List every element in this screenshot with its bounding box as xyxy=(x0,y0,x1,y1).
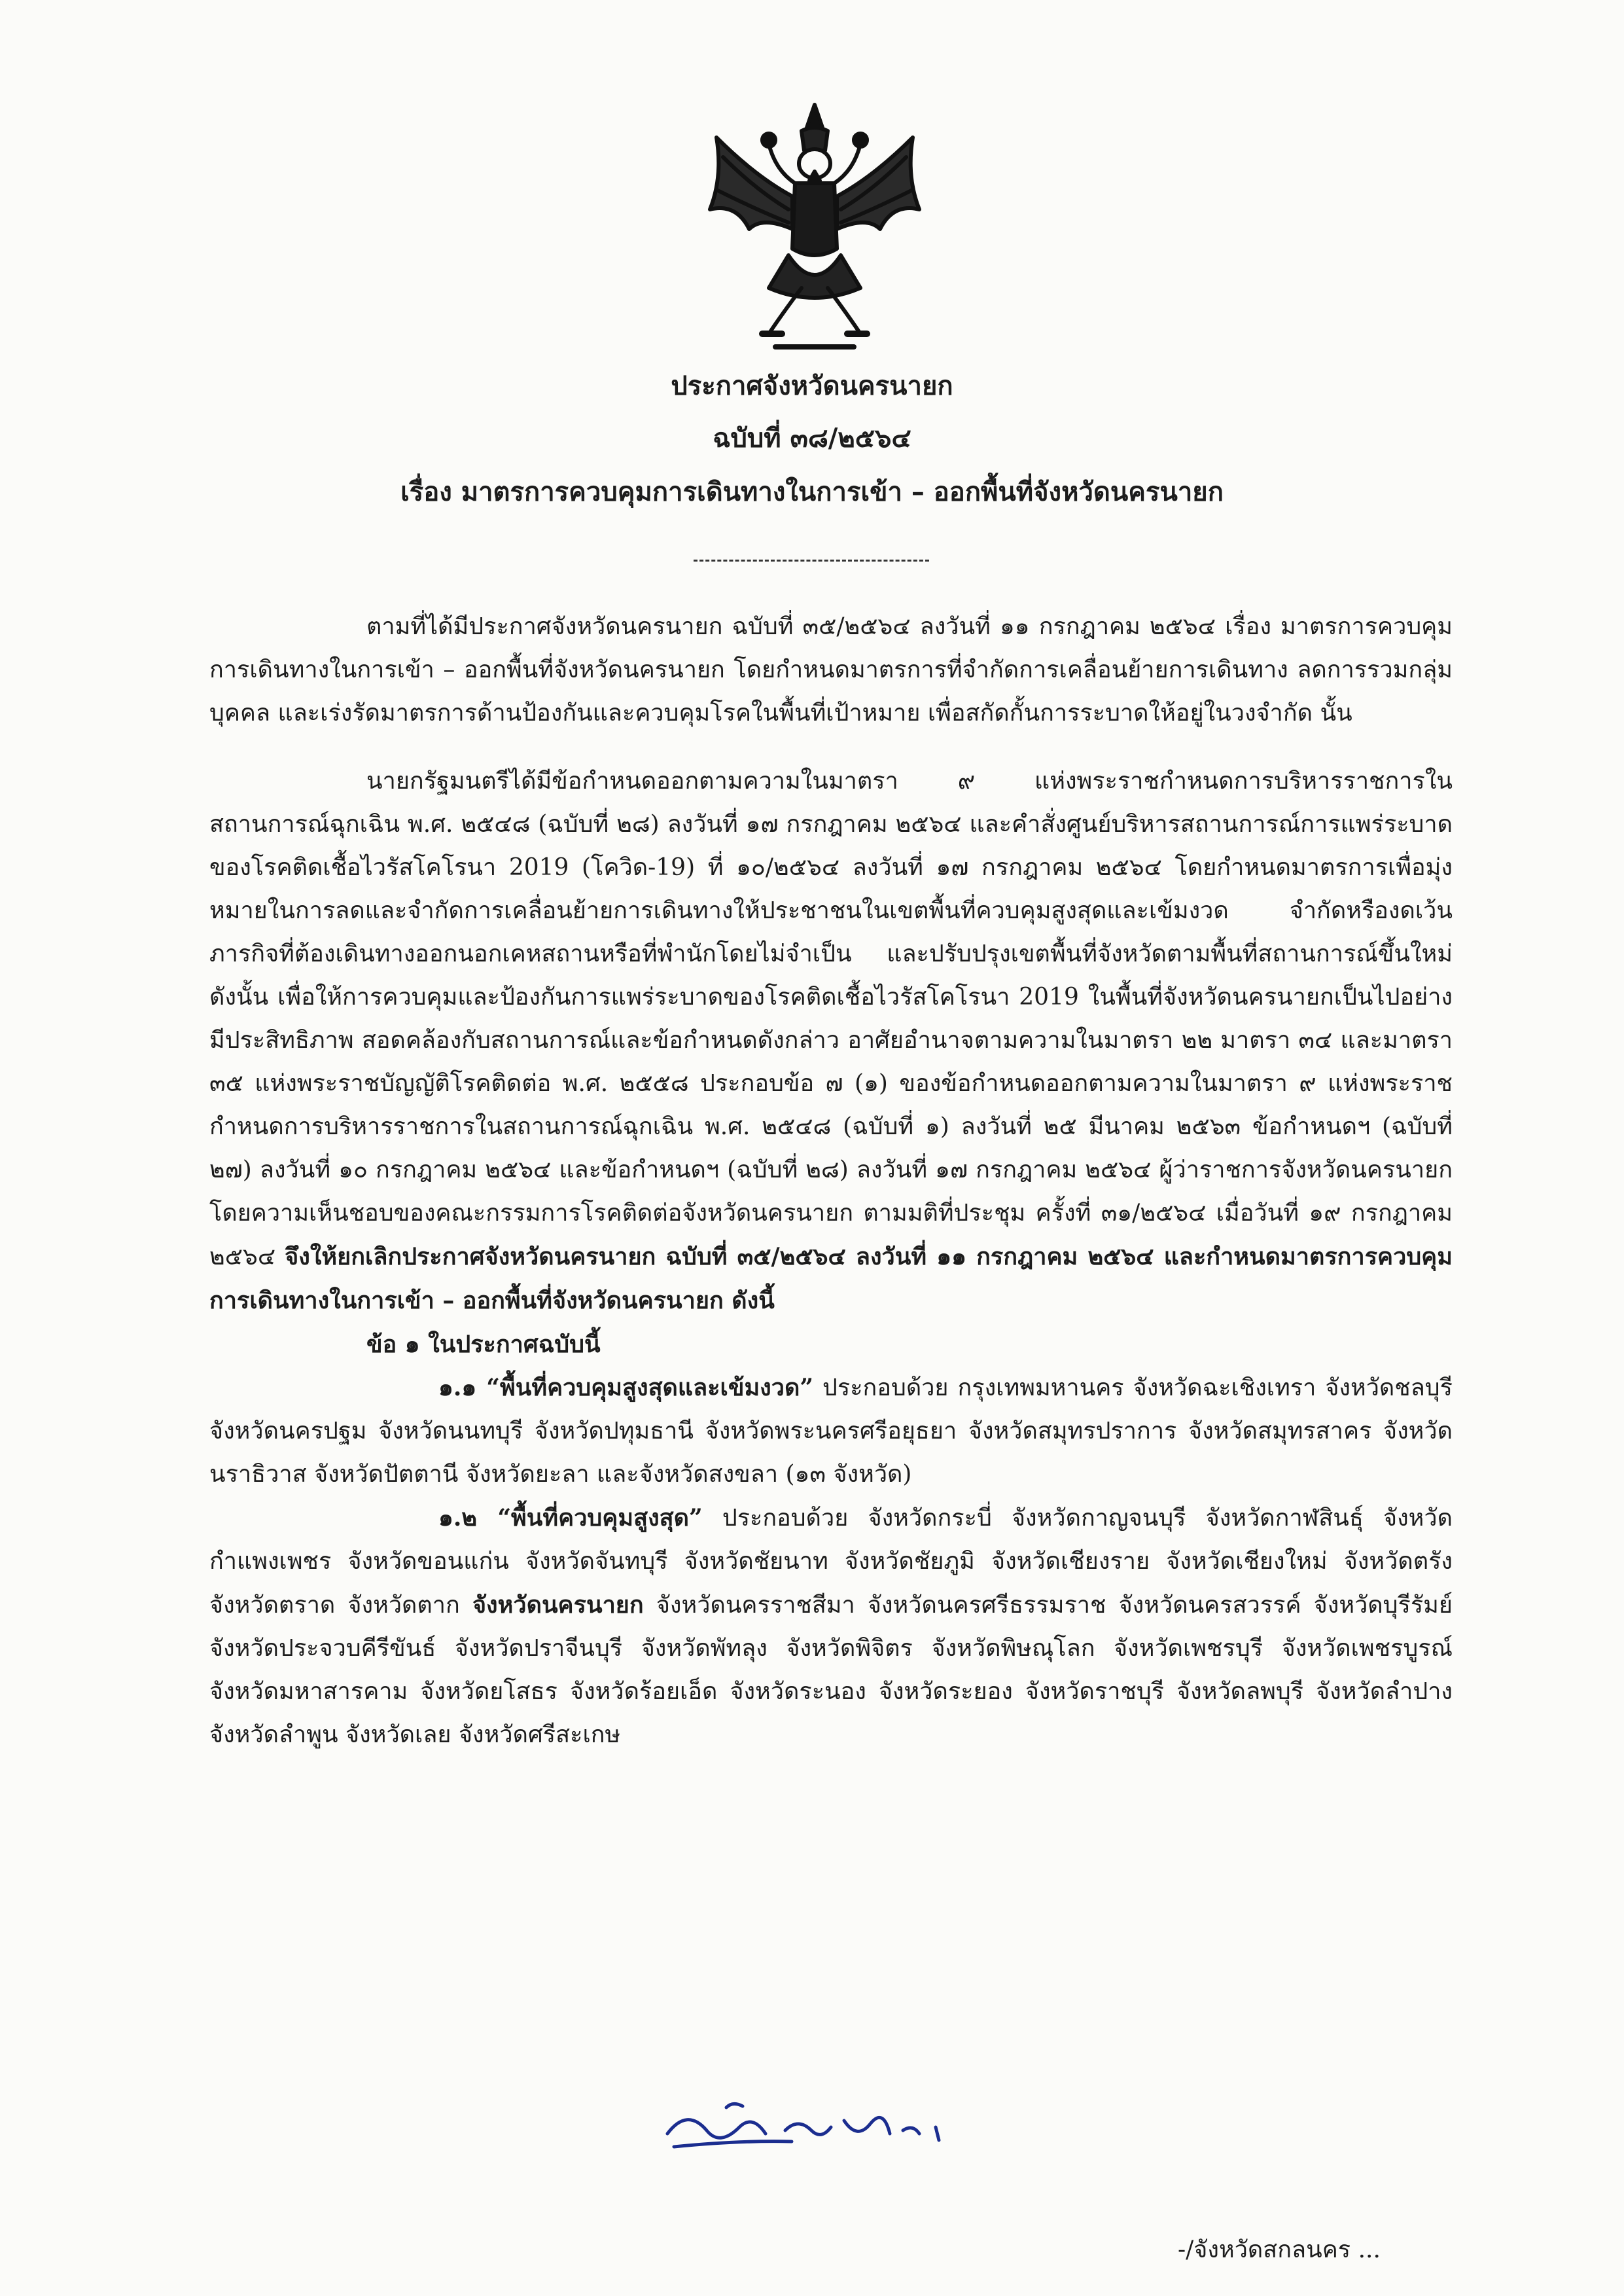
body-text xyxy=(209,605,1453,1757)
clause-1-2-label: ๑.๒ “พื้นที่ควบคุมสูงสุด” xyxy=(438,1504,703,1532)
clause-1-2-text-b: จังหวัดนครราชสีมา จังหวัดนครศรีธรรมราช จังหวัดนครสวรรค์ จังหวัดบุรีรัมย์ จังหวัดประจวบคีรีขันธ์ จังหวัดปราจีนบุรี จังหวัดพัทลุง จังหวัดพิจิตร จังหวัดพิษณุโลก จังหวัดเพชรบุรี จังหวัดเพชรบูรณ์ จังหวัดมหาสารคาม จังหวัดยโสธร จังหวัดร้อยเอ็ด จังหวัดระนอง จังหวัดระยอง จังหวัดราชบุรี จังหวัดลพบุรี จังหวัดลำปาง จังหวัดลำพูน จังหวัดเลย จังหวัดศรีสะเกษ xyxy=(209,1592,1453,1748)
divider xyxy=(694,560,929,562)
clause-1-2 xyxy=(209,1496,1453,1757)
garuda-emblem-icon xyxy=(697,98,932,360)
signature-initials xyxy=(661,2094,975,2166)
issue-number: ฉบับที่ ๓๘/๒๕๖๔ xyxy=(713,423,911,454)
continuation-note: -/จังหวัดสกลนคร ... xyxy=(1178,2236,1381,2263)
paragraph-2 xyxy=(209,760,1453,1323)
paragraph-2-bold: จึงให้ยกเลิกประกาศจังหวัดนครนายก ฉบับที่ ๓๕/๒๕๖๔ ลงวันที่ ๑๑ กรกฎาคม ๒๕๖๔ และกำหนดมาตรการควบคุมการเดินทางในการเข้า – ออกพื้นที่จังหวัดนครนายก ดังนี้ xyxy=(209,1243,1453,1314)
clause-1-1-label: ๑.๑ “พื้นที่ควบคุมสูงสุดและเข้มงวด” xyxy=(438,1374,814,1401)
paragraph-2-text: นายกรัฐมนตรีได้มีข้อกำหนดออกตามความในมาตรา ๙ แห่งพระราชกำหนดการบริหารราชการในสถานการณ์ฉุกเฉิน พ.ศ. ๒๕๔๘ (ฉบับที่ ๒๘) ลงวันที่ ๑๗ กรกฎาคม ๒๕๖๔ และคำสั่งศูนย์บริหารสถานการณ์การแพร่ระบาดของโรคติดเชื้อไวรัสโคโรนา 2019 (โควิด-19) ที่ ๑๐/๒๕๖๔ ลงวันที่ ๑๗ กรกฎาคม ๒๕๖๔ โดยกำหนดมาตรการเพื่อมุ่งหมายในการลดและจำกัดการเคลื่อนย้ายการเดินทางให้ประชาชนในเขตพื้นที่ควบคุมสูงสุดและเข้มงวด จำกัดหรืองดเว้นภารกิจที่ต้องเดินทางออกนอกเคหสถานหรือที่พำนักโดยไม่จำเป็น และปรับปรุงเขตพื้นที่จังหวัดตามพื้นที่สถานการณ์ขึ้นใหม่ ดังนั้น เพื่อให้การควบคุมและป้องกันการแพร่ระบาดของโรคติดเชื้อไวรัสโคโรนา 2019 ในพื้นที่จังหวัดนครนายกเป็นไปอย่างมีประสิทธิภาพ สอดคล้องกับสถานการณ์และข้อกำหนดดังกล่าว อาศัยอำนาจตามความในมาตรา ๒๒ มาตรา ๓๔ และมาตรา ๓๕ แห่งพระราชบัญญัติโรคติดต่อ พ.ศ. ๒๕๕๘ ประกอบข้อ ๗ (๑) ของข้อกำหนดออกตามความในมาตรา ๙ แห่งพระราชกำหนดการบริหารราชการในสถานการณ์ฉุกเฉิน พ.ศ. ๒๕๔๘ (ฉบับที่ ๑) ลงวันที่ ๒๕ มีนาคม ๒๕๖๓ ข้อกำหนดฯ (ฉบับที่ ๒๗) ลงวันที่ ๑๐ กรกฎาคม ๒๕๖๔ และข้อกำหนดฯ (ฉบับที่ ๒๘) ลงวันที่ ๑๗ กรกฎาคม ๒๕๖๔ ผู้ว่าราชการจังหวัดนครนายก โดยความเห็นชอบของคณะกรรมการโรคติดต่อจังหวัดนครนายก ตามมติที่ประชุม ครั้งที่ ๓๑/๒๕๖๔ เมื่อวันที่ ๑๙ กรกฎาคม ๒๕๖๔ xyxy=(209,768,1453,1270)
clause-1-2-bold: จังหวัดนครนายก xyxy=(472,1591,644,1619)
clause-1-2-text-a: ประกอบด้วย จังหวัดกระบี่ จังหวัดกาญจนบุรี จังหวัดกาฬสินธุ์ จังหวัดกำแพงเพชร จังหวัดขอนแก่น จังหวัดจันทบุรี จังหวัดชัยนาท จังหวัดชัยภูมิ จังหวัดเชียงราย จังหวัดเชียงใหม่ จังหวัดตรัง จังหวัดตราด จังหวัดตาก xyxy=(209,1505,1453,1619)
clause-1-1 xyxy=(209,1366,1453,1496)
clause-1-1-text: ประกอบด้วย กรุงเทพมหานคร จังหวัดฉะเชิงเทรา จังหวัดชลบุรี จังหวัดนครปฐม จังหวัดนนทบุรี จังหวัดปทุมธานี จังหวัดพระนครศรีอยุธยา จังหวัดสมุทรปราการ จังหวัดสมุทรสาคร จังหวัดนราธิวาส จังหวัดปัตตานี จังหวัดยะลา และจังหวัดสงขลา (๑๓ จังหวัด) xyxy=(209,1374,1453,1488)
clause-1-heading: ข้อ ๑ ในประกาศฉบับนี้ xyxy=(366,1331,601,1358)
paragraph-1: ตามที่ได้มีประกาศจังหวัดนครนายก ฉบับที่ ๓๕/๒๕๖๔ ลงวันที่ ๑๑ กรกฎาคม ๒๕๖๔ เรื่อง มาตรการควบคุมการเดินทางในการเข้า – ออกพื้นที่จังหวัดนครนายก โดยกำหนดมาตรการที่จำกัดการเคลื่อนย้ายการเดินทาง ลดการรวมกลุ่มบุคคล และเร่งรัดมาตรการด้านป้องกันและควบคุมโรคในพื้นที่เป้าหมาย เพื่อสกัดกั้นการระบาดให้อยู่ในวงจำกัด นั้น xyxy=(209,613,1453,726)
subject-line: เรื่อง มาตรการควบคุมการเดินทางในการเข้า – ออกพื้นที่จังหวัดนครนายก xyxy=(400,476,1224,507)
announcement-title: ประกาศจังหวัดนครนายก xyxy=(671,370,953,401)
